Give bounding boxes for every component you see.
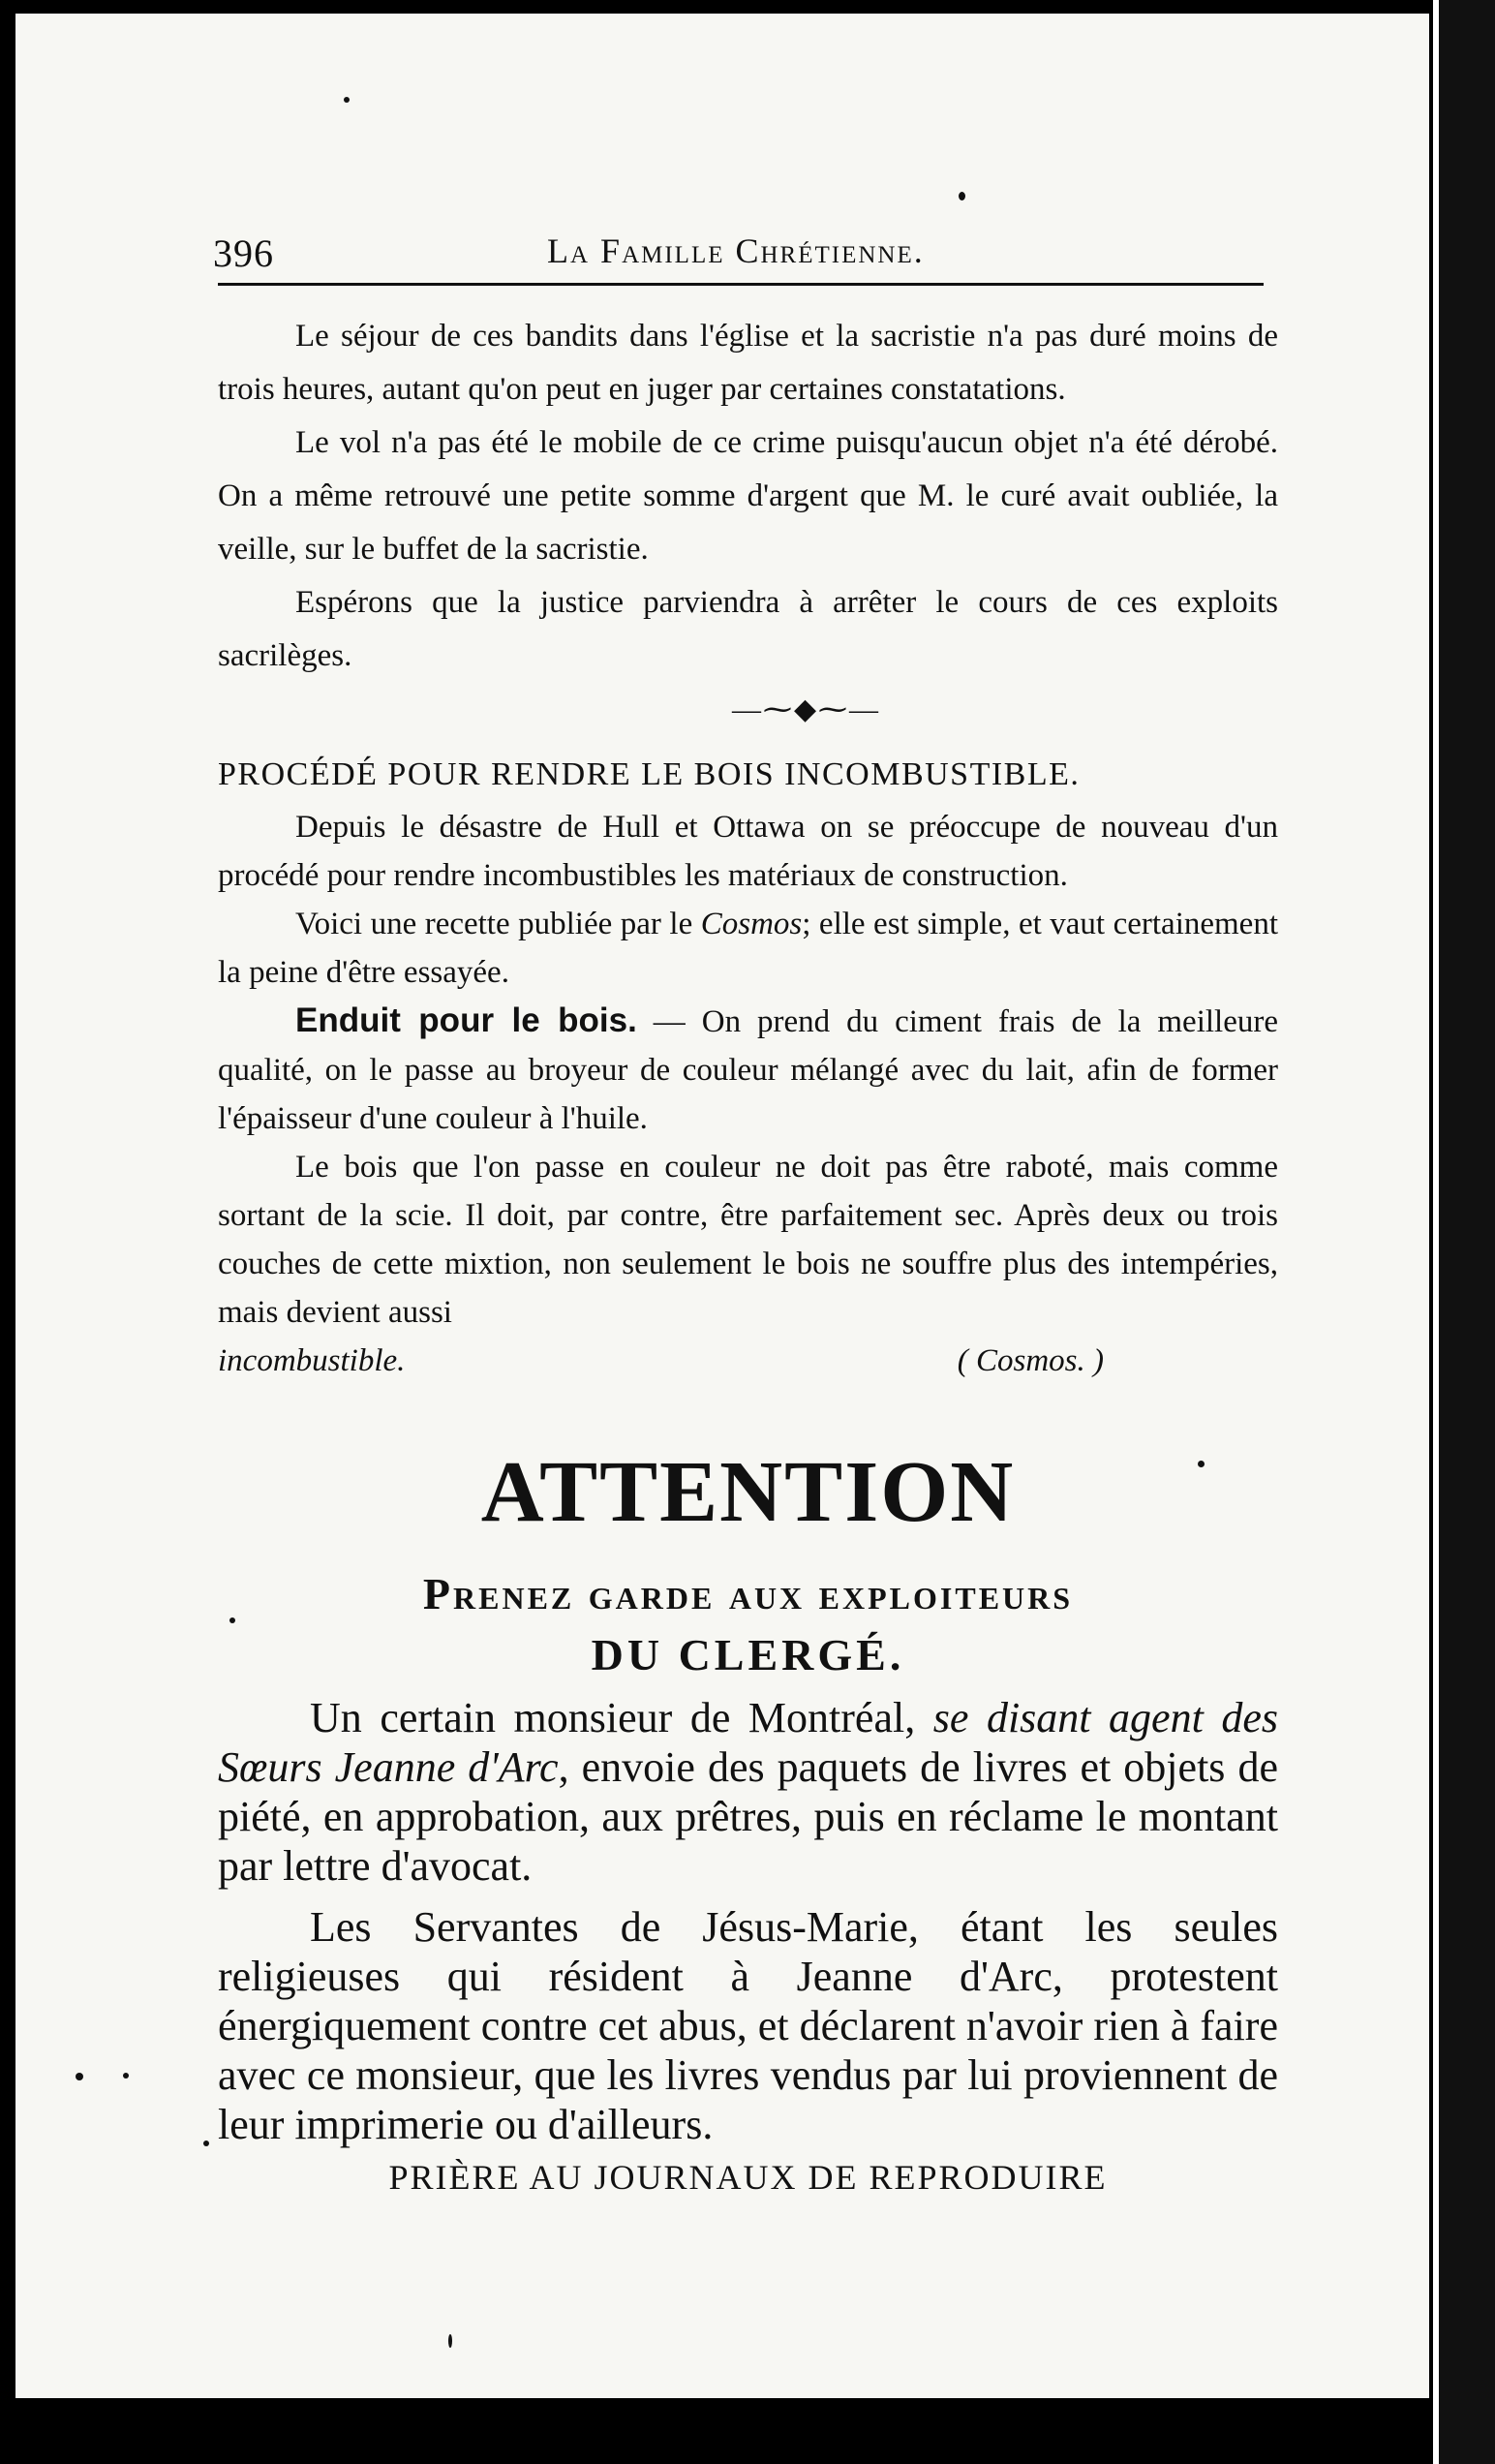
attention-headline: ATTENTION: [480, 1444, 1016, 1540]
recipe-heading: Enduit pour le bois.: [295, 1001, 637, 1039]
article2-paragraph: Le bois que l'on passe en couleur ne doit pas être raboté, mais comme sortant de la scie. Il doit, par contre, être parfaitement sec. Après deux ou trois couches de cette mixtion, non seulement le bois ne souffre plus des intempéries, mais devient aussi: [218, 1150, 1278, 1330]
text-run: — On prend du ciment frais de la meilleure qualité, on le passe au broyeur de couleur mélangé avec du lait, afin de former l'épaisseur d'une couleur à l'huile.: [218, 1004, 1278, 1136]
notice-paragraph: [218, 1693, 1278, 1891]
source-citation: ( Cosmos. ): [957, 1343, 1104, 1378]
article1-paragraph: Le vol n'a pas été le mobile de ce crime puisqu'aucun objet n'a été dérobé. On a même retrouvé une petite somme d'argent que M. le curé avait oubliée, la veille, sur le buffet de la sacristie.: [218, 425, 1278, 567]
page-header: [194, 231, 1268, 285]
page-content: [218, 310, 1278, 2202]
article2-last-line: [218, 1337, 1278, 1385]
article1-paragraph: Le séjour de ces bandits dans l'église et la sacristie n'a pas duré moins de trois heures, autant qu'on peut en juger par certaines constatations.: [218, 319, 1278, 407]
scan-speck: [76, 2073, 83, 2080]
page-number: 396: [213, 231, 274, 275]
notice-paragraph: Les Servantes de Jésus-Marie, étant les seules religieuses qui résident à Jeanne d'Arc, protestent énergiquement contre cet abus, et déclarent n'avoir rien à faire avec ce monsieur, que les livres vendus par lui proviennent de leur imprimerie ou d'ailleurs.: [218, 1903, 1278, 2148]
text-run: Voici une recette publiée par le: [295, 907, 701, 941]
article1-paragraph: Espérons que la justice parviendra à arrêter le cours de ces exploits sacrilèges.: [218, 585, 1278, 673]
header-rule: [218, 283, 1264, 286]
reproduce-request: PRIÈRE AU JOURNAUX DE REPRODUIRE: [388, 2158, 1108, 2197]
text-run: , envoie des paquets de livres et objets de piété, en approbation, aux prêtres, puis en réclame le montant par lettre d'avocat.: [218, 1743, 1278, 1890]
warning-title: Prenez garde aux exploiteurs: [422, 1569, 1074, 1618]
article2-paragraph: Depuis le désastre de Hull et Ottawa on se préoccupe de nouveau d'un procédé pour rendre incombustibles les matériaux de construction.: [218, 810, 1278, 893]
scan-speck: [448, 2334, 452, 2348]
warning-subtitle: DU CLERGÉ.: [591, 1630, 905, 1679]
ornament-divider: —⁓◆⁓—: [731, 693, 881, 725]
scan-speck: [123, 2073, 129, 2079]
scan-speck: [1198, 1461, 1205, 1467]
article2-paragraph: [218, 997, 1278, 1143]
scan-speck: [959, 192, 965, 200]
scan-edge: [1433, 0, 1495, 2464]
italic-word: incombustible.: [218, 1343, 406, 1378]
scan-speck: [344, 97, 350, 103]
italic-source: Cosmos: [700, 907, 803, 941]
running-title: La Famille Chrétienne.: [547, 231, 925, 270]
scan-speck: [203, 2141, 209, 2146]
text-run: ; elle est simple, et vaut certainement la peine d'être essayée.: [218, 907, 1278, 990]
text-run: Un certain monsieur de Montréal,: [310, 1694, 933, 1741]
italic-phrase: se disant agent des Sœurs Jeanne d'Arc: [218, 1694, 1279, 1791]
scan-speck: [229, 1617, 235, 1623]
section-title: PROCÉDÉ POUR RENDRE LE BOIS INCOMBUSTIBLE.: [218, 756, 1081, 792]
article2-paragraph: [218, 900, 1278, 997]
